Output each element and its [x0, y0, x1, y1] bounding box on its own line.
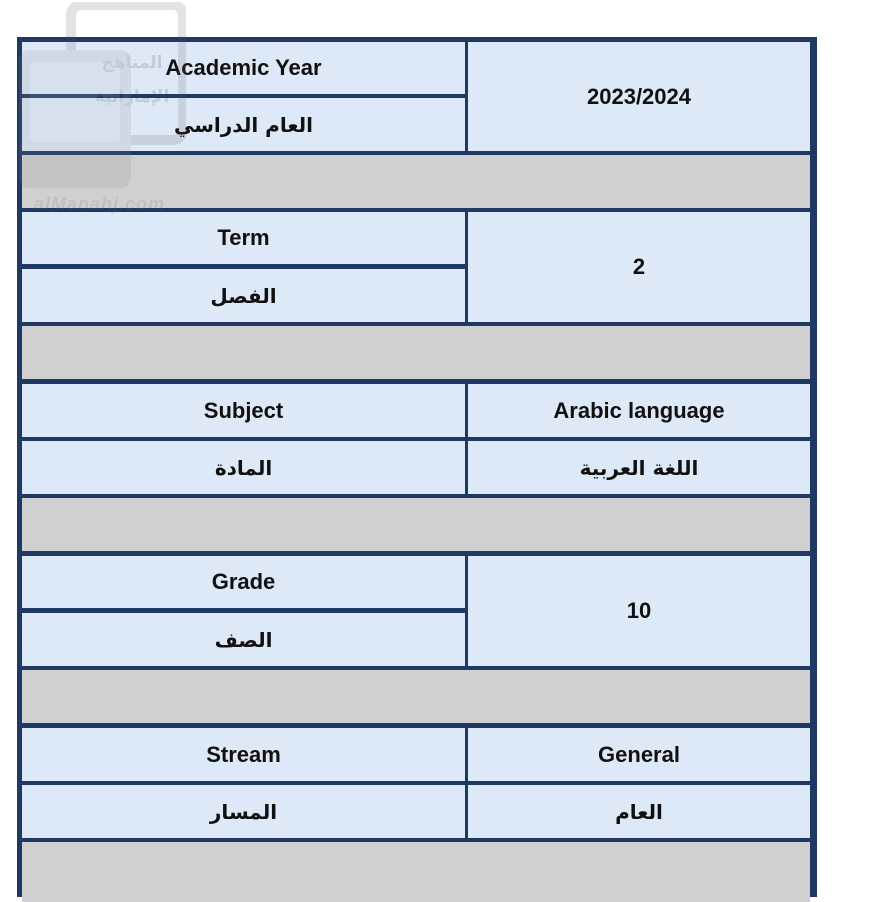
term-label-ar: الفصل: [22, 269, 465, 322]
grade-label-en: Grade: [22, 556, 465, 608]
grade-label-ar: الصف: [22, 613, 465, 666]
academic-year-label-en: Academic Year: [22, 42, 465, 94]
subject-label-ar: المادة: [22, 441, 465, 494]
academic-year-label-ar: العام الدراسي: [22, 98, 465, 151]
subject-value-ar: اللغة العربية: [468, 441, 810, 494]
info-table: [17, 37, 817, 897]
separator-row: [22, 842, 810, 902]
stream-value-en: General: [468, 728, 810, 781]
stream-value-ar: العام: [468, 785, 810, 838]
stream-label-en: Stream: [22, 728, 465, 781]
subject-label-en: Subject: [22, 384, 465, 437]
separator-row: [22, 498, 810, 551]
separator-row: [22, 155, 810, 208]
separator-row: [22, 670, 810, 723]
term-value: 2: [468, 212, 810, 322]
term-label-en: Term: [22, 212, 465, 264]
academic-year-value: 2023/2024: [468, 42, 810, 151]
stream-label-ar: المسار: [22, 785, 465, 838]
grade-value: 10: [468, 556, 810, 666]
separator-row: [22, 326, 810, 379]
subject-value-en: Arabic language: [468, 384, 810, 437]
